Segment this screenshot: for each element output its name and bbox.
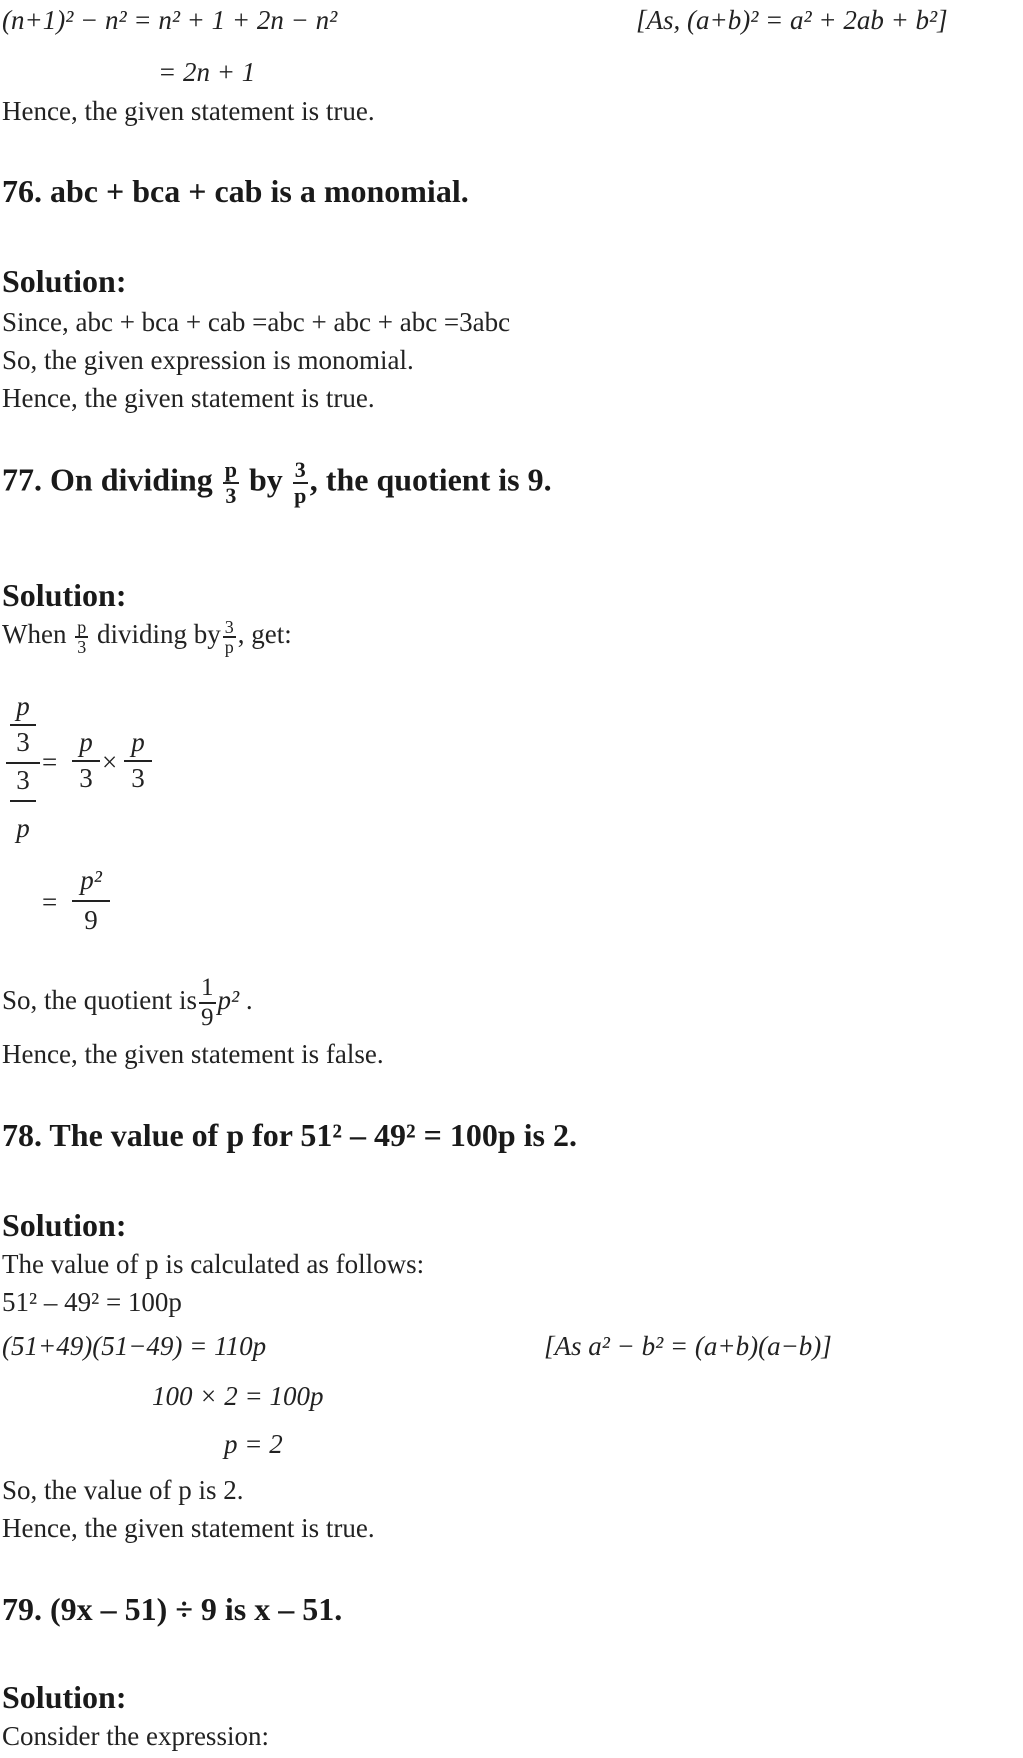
question-77-heading <box>2 458 552 508</box>
result-den: 9 <box>84 905 98 935</box>
fraction-bar <box>10 800 36 802</box>
quotient-line <box>2 974 253 1032</box>
fraction-p-over-3 <box>223 458 239 508</box>
get-text: , get: <box>237 619 292 650</box>
numerator: 1 <box>199 974 216 1004</box>
solution-line: So, the given expression is monomial. <box>2 345 414 375</box>
identity-note: [As a² − b² = (a+b)(a−b)] <box>544 1331 832 1361</box>
compound-fraction-top-num: p <box>16 691 30 721</box>
equation-line: 51² – 49² = 100p <box>2 1287 182 1317</box>
factor-num: p <box>79 727 93 757</box>
fraction-bar <box>72 900 110 902</box>
conclusion-text: Hence, the given statement is true. <box>2 1513 375 1543</box>
denominator: 9 <box>201 1004 214 1031</box>
fraction-p-over-3 <box>75 618 88 656</box>
compound-fraction-top-den: 3 <box>16 727 30 757</box>
equation-line: p = 2 <box>224 1429 283 1459</box>
identity-note: [As, (a+b)² = a² + 2ab + b²] <box>636 5 948 35</box>
solution-line: The value of p is calculated as follows: <box>2 1249 425 1279</box>
factor-den: 3 <box>79 763 93 793</box>
fraction-1-over-9 <box>199 974 216 1032</box>
compound-fraction-bottom-num: 3 <box>16 765 30 795</box>
solution-line: Since, abc + bca + cab =abc + abc + abc =3abc <box>2 307 511 337</box>
solution-heading: Solution: <box>2 577 127 613</box>
numerator: 3 <box>294 457 306 482</box>
times-sign: × <box>102 747 118 777</box>
compound-fraction-bottom-den: p <box>16 813 30 843</box>
denominator: p <box>294 483 307 508</box>
question-77-prefix: 77. On dividing <box>2 461 213 498</box>
equals-sign: = <box>42 747 58 777</box>
factor-den: 3 <box>131 763 145 793</box>
question-77-by: by <box>249 461 283 498</box>
result-num: p² <box>80 865 102 895</box>
conclusion-text: Hence, the given statement is true. <box>2 383 375 413</box>
conclusion-text: Hence, the given statement is true. <box>2 96 375 126</box>
equation-line: 100 × 2 = 100p <box>152 1381 324 1411</box>
fraction-3-over-p <box>293 458 308 508</box>
denominator: 3 <box>225 483 237 508</box>
question-78-heading: 78. The value of p for 51² – 49² = 100p is 2. <box>2 1117 577 1153</box>
quotient-period: . <box>245 985 253 1016</box>
numerator: p <box>77 617 87 637</box>
solution-heading: Solution: <box>2 1679 127 1715</box>
quotient-text: So, the quotient is <box>2 985 197 1016</box>
when-text: When <box>2 619 67 650</box>
question-77-suffix: , the quotient is 9. <box>309 461 552 498</box>
solution-intro-line <box>2 618 292 656</box>
solution-heading: Solution: <box>2 263 127 299</box>
solution-heading: Solution: <box>2 1207 127 1243</box>
equals-sign: = <box>42 887 58 917</box>
numerator: p <box>224 457 237 482</box>
fraction-3-over-p <box>223 618 236 656</box>
expansion-equation: (n+1)² − n² = n² + 1 + 2n − n² <box>2 5 338 35</box>
factor-num: p <box>131 727 145 757</box>
quotient-variable: p² <box>217 985 240 1016</box>
solution-line: Consider the expression: <box>2 1721 269 1751</box>
solution-line: So, the value of p is 2. <box>2 1475 244 1505</box>
numerator: 3 <box>224 617 234 637</box>
question-79-heading: 79. (9x – 51) ÷ 9 is x – 51. <box>2 1591 343 1627</box>
denominator: 3 <box>77 637 87 657</box>
question-76-heading: 76. abc + bca + cab is a monomial. <box>2 173 469 209</box>
equation-line: (51+49)(51−49) = 110p <box>2 1331 267 1361</box>
dividing-by-text: dividing by <box>96 619 221 650</box>
expansion-result: = 2n + 1 <box>158 57 256 87</box>
conclusion-text: Hence, the given statement is false. <box>2 1039 384 1069</box>
denominator: p <box>224 637 234 657</box>
